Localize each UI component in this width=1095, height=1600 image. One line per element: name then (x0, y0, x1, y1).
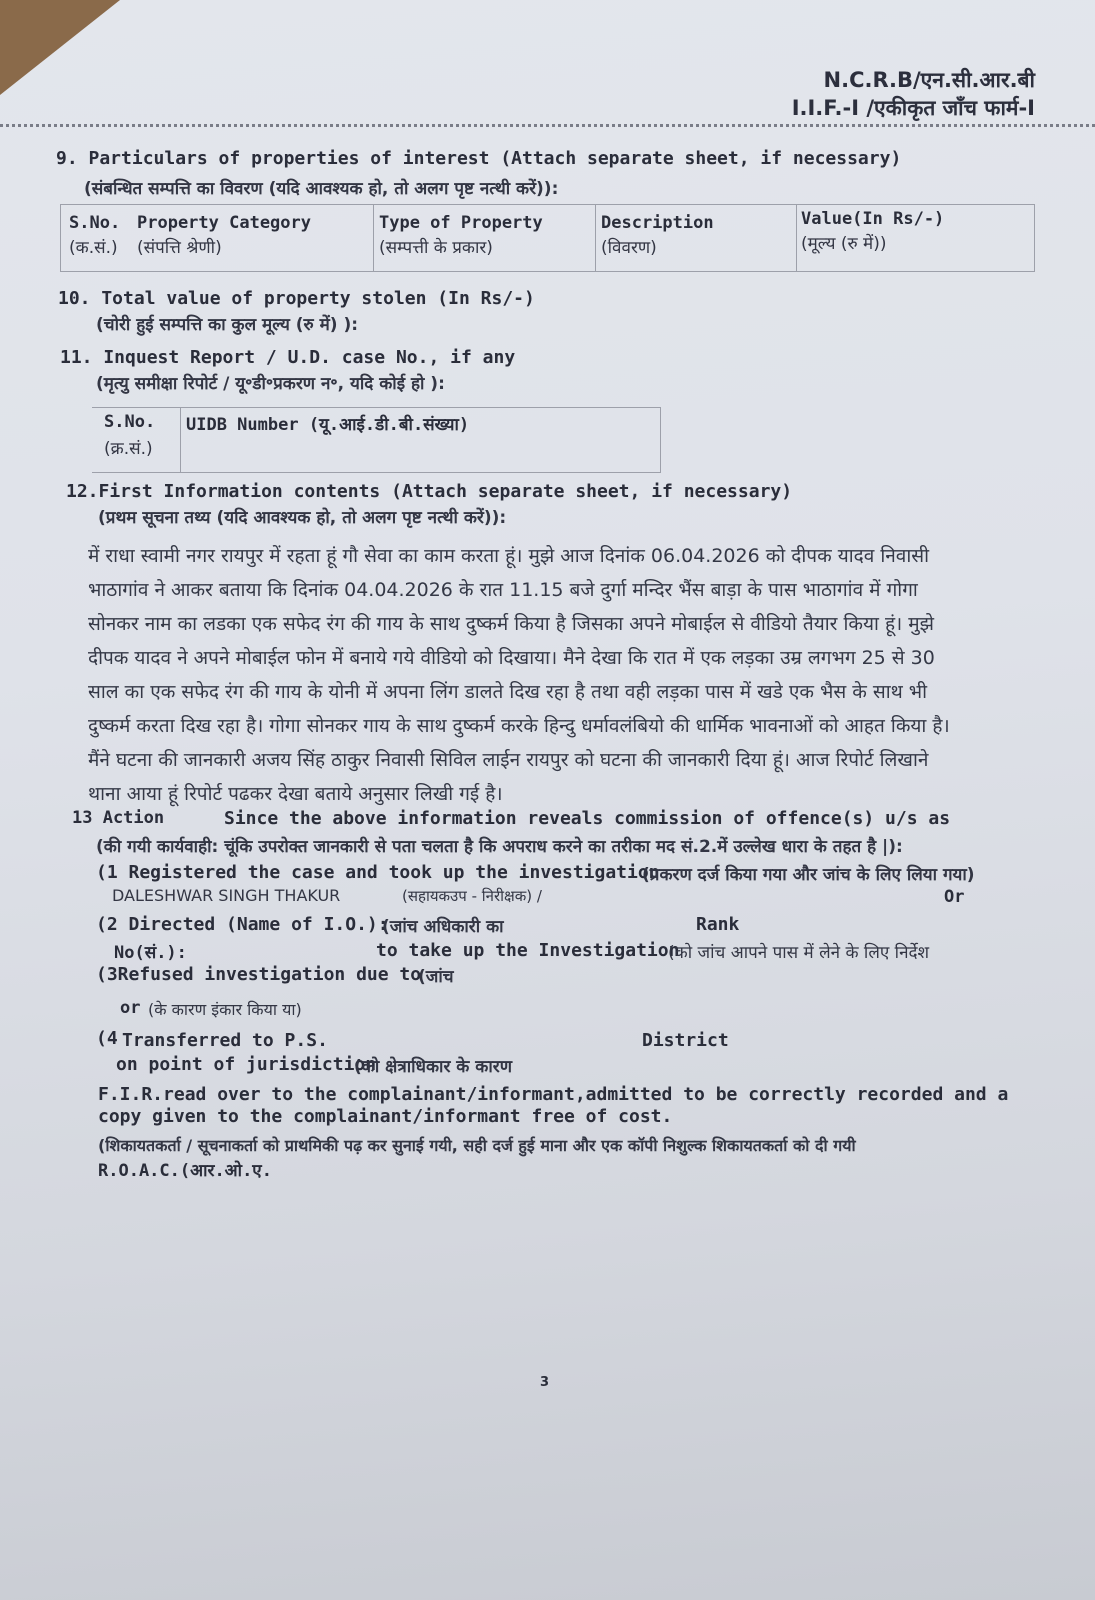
col-sno-hi: (क.सं.) (69, 238, 118, 258)
officer-name: DALESHWAR SINGH THAKUR (112, 886, 341, 905)
col-sno: S.No. (69, 213, 121, 233)
properties-table (60, 204, 1035, 272)
s12-title: 12.First Information contents (Attach separate sheet, if necessary) (66, 481, 793, 502)
col-description-hi: (विवरण) (601, 238, 657, 258)
s11-title: 11. Inquest Report / U.D. case No., if any (60, 347, 516, 368)
col-type-of-property: Type of Property (379, 213, 543, 233)
s9-title: 9. Particulars of properties of interest (Attach separate sheet, if necessary) (56, 148, 902, 169)
s9-hindi: (संबन्धित सम्पत्ति का विवरण (यदि आवश्यक हो, तो अलग पृष्ट नत्थी करें)): (84, 179, 559, 199)
fir-read-hindi: (शिकायतकर्ता / सूचनाकर्ता को प्राथमिकी पढ़ कर सुनाई गयी, सही दर्ज हुई माना और एक कॉपी निशुल्क शिकायतकर्ता को दी गयी (98, 1136, 856, 1155)
uidb-table (92, 407, 661, 473)
opt3-hindi: (जांच (418, 967, 454, 987)
or-label-1: Or (944, 887, 965, 907)
fir-read-line-1: F.I.R.read over to the complainant/informant,admitted to be correctly recorded and a (98, 1084, 1009, 1105)
fir-line-4: दीपक यादव ने अपने मोबाईल फोन में बनाये गये वीडियो को दिखाया। मैने देखा कि रात में एक लड़का उम्र लगभग 25 से 30 (88, 647, 935, 669)
opt1-registered: (1 Registered the case and took up the investigation (96, 862, 660, 883)
fir-line-5: साल का एक सफेद रंग की गाय के योनी में अपना लिंग डालते दिख रहा है तथा वही लड़का पास में खडे एक भैस के साथ भी (88, 681, 928, 703)
col-property-category: Property Category (137, 213, 311, 233)
opt2-directed: (2 Directed (Name of I.O.): (96, 914, 389, 935)
fir-line-8: थाना आया हूं रिपोर्ट पढकर देखा बताये अनुसार लिखी गई है। (88, 783, 503, 805)
roac-label: R.O.A.C.(आर.ओ.ए. (98, 1161, 272, 1181)
header-divider (0, 124, 1095, 127)
take-up-hindi: (को जांच आपने पास में लेने के लिए निर्देश (668, 943, 930, 963)
fir-line-7: मैंने घटना की जानकारी अजय सिंह ठाकुर निवासी सिविल लाईन रायपुर को घटना की जानकारी दिया हूं। आज रिपोर्ट लिखाने (88, 749, 929, 771)
header-form-name: I.I.F.-I /एकीकृत जाँच फार्म-I (791, 96, 1035, 120)
s13-title: Since the above information reveals commission of offence(s) u/s as (224, 808, 951, 829)
col-type-of-property-hi: (सम्पत्ती के प्रकार) (379, 238, 493, 258)
col-value-hi: (मूल्य (रु में)) (801, 234, 887, 254)
header-ncrb: N.C.R.B/एन.सी.आर.बी (823, 68, 1035, 92)
s13-label: 13 Action (72, 808, 165, 828)
jurisdiction-hindi: (को क्षेत्राधिकार के कारण (354, 1057, 512, 1077)
page-number: 3 (540, 1375, 550, 1390)
or-label-2: or (120, 998, 141, 1018)
fir-line-3: सोनकर नाम का लडका एक सफेद रंग की गाय के साथ दुष्कर्म किया है जिसका अपने मोबाईल से वीडियो तैयार किया हूं। मुझे (88, 613, 935, 635)
fir-line-6: दुष्कर्म करता दिख रहा है। गोगा सोनकर गाय के साथ दुष्कर्म करके हिन्दु धर्मावलंबियो की धार्मिक भावनाओं को आहत किया है। (88, 715, 950, 737)
fir-line-1: में राधा स्वामी नगर रायपुर में रहता हूं गौ सेवा का काम करता हूं। मुझे आज दिनांक 06.04.2026 को दीपक यादव निवासी (88, 545, 930, 567)
opt3-refused: (3Refused investigation due to (96, 964, 422, 985)
s12-hindi: (प्रथम सूचना तथ्य (यदि आवश्यक हो, तो अलग पृष्ट नत्थी करें)): (98, 508, 507, 528)
s13-hindi: (की गयी कार्यवाही: चूंकि उपरोक्त जानकारी से पता चलता है कि अपराध करने का तरीका मद सं.2.में उल्लेख धारा के तहत है |): (96, 837, 903, 857)
uidb-col-sno-hi: (क्र.सं.) (104, 439, 153, 459)
col-description: Description (601, 213, 714, 233)
s10-hindi: (चोरी हुई सम्पत्ति का कुल मूल्य (रु में) ): (96, 315, 359, 335)
opt4-transferred: Transferred to P.S. (122, 1030, 328, 1051)
col-property-category-hi: (संपत्ति श्रेणी) (137, 238, 222, 258)
district-label: District (642, 1030, 729, 1051)
fir-read-line-2: copy given to the complainant/informant free of cost. (98, 1106, 673, 1127)
rank-label: Rank (696, 914, 740, 935)
opt1-hindi: (प्रकरण दर्ज किया गया और जांच के लिए लिया गया) (642, 865, 975, 885)
uidb-col-sno: S.No. (104, 412, 156, 432)
s11-hindi: (मृत्यु समीक्षा रिपोर्ट / यू॰डी॰प्रकरण न॰, यदि कोई हो ): (96, 374, 445, 394)
opt4-num: (4 (96, 1028, 118, 1049)
officer-rank: (सहायकउप - निरीक्षक) / (402, 887, 542, 905)
s10-title: 10. Total value of property stolen (In Rs/-) (58, 288, 535, 309)
or-hindi: (के कारण इंकार किया या) (148, 1000, 302, 1019)
opt2-hindi: (जांच अधिकारी का (382, 917, 504, 937)
col-value: Value(In Rs/-) (801, 209, 945, 229)
uidb-col-number: UIDB Number (यू.आई.डी.बी.संख्या) (186, 415, 470, 435)
jurisdiction-label: on point of jurisdiction (116, 1054, 377, 1075)
fir-line-2: भाठागांव ने आकर बताया कि दिनांक 04.04.2026 के रात 11.15 बजे दुर्गा मन्दिर भैंस बाड़ा के पास भाठागांव में गोगा (88, 579, 918, 601)
no-label: No(सं.): (114, 943, 187, 963)
page-corner-shadow (0, 0, 120, 95)
take-up-label: to take up the Investigation (376, 940, 680, 961)
